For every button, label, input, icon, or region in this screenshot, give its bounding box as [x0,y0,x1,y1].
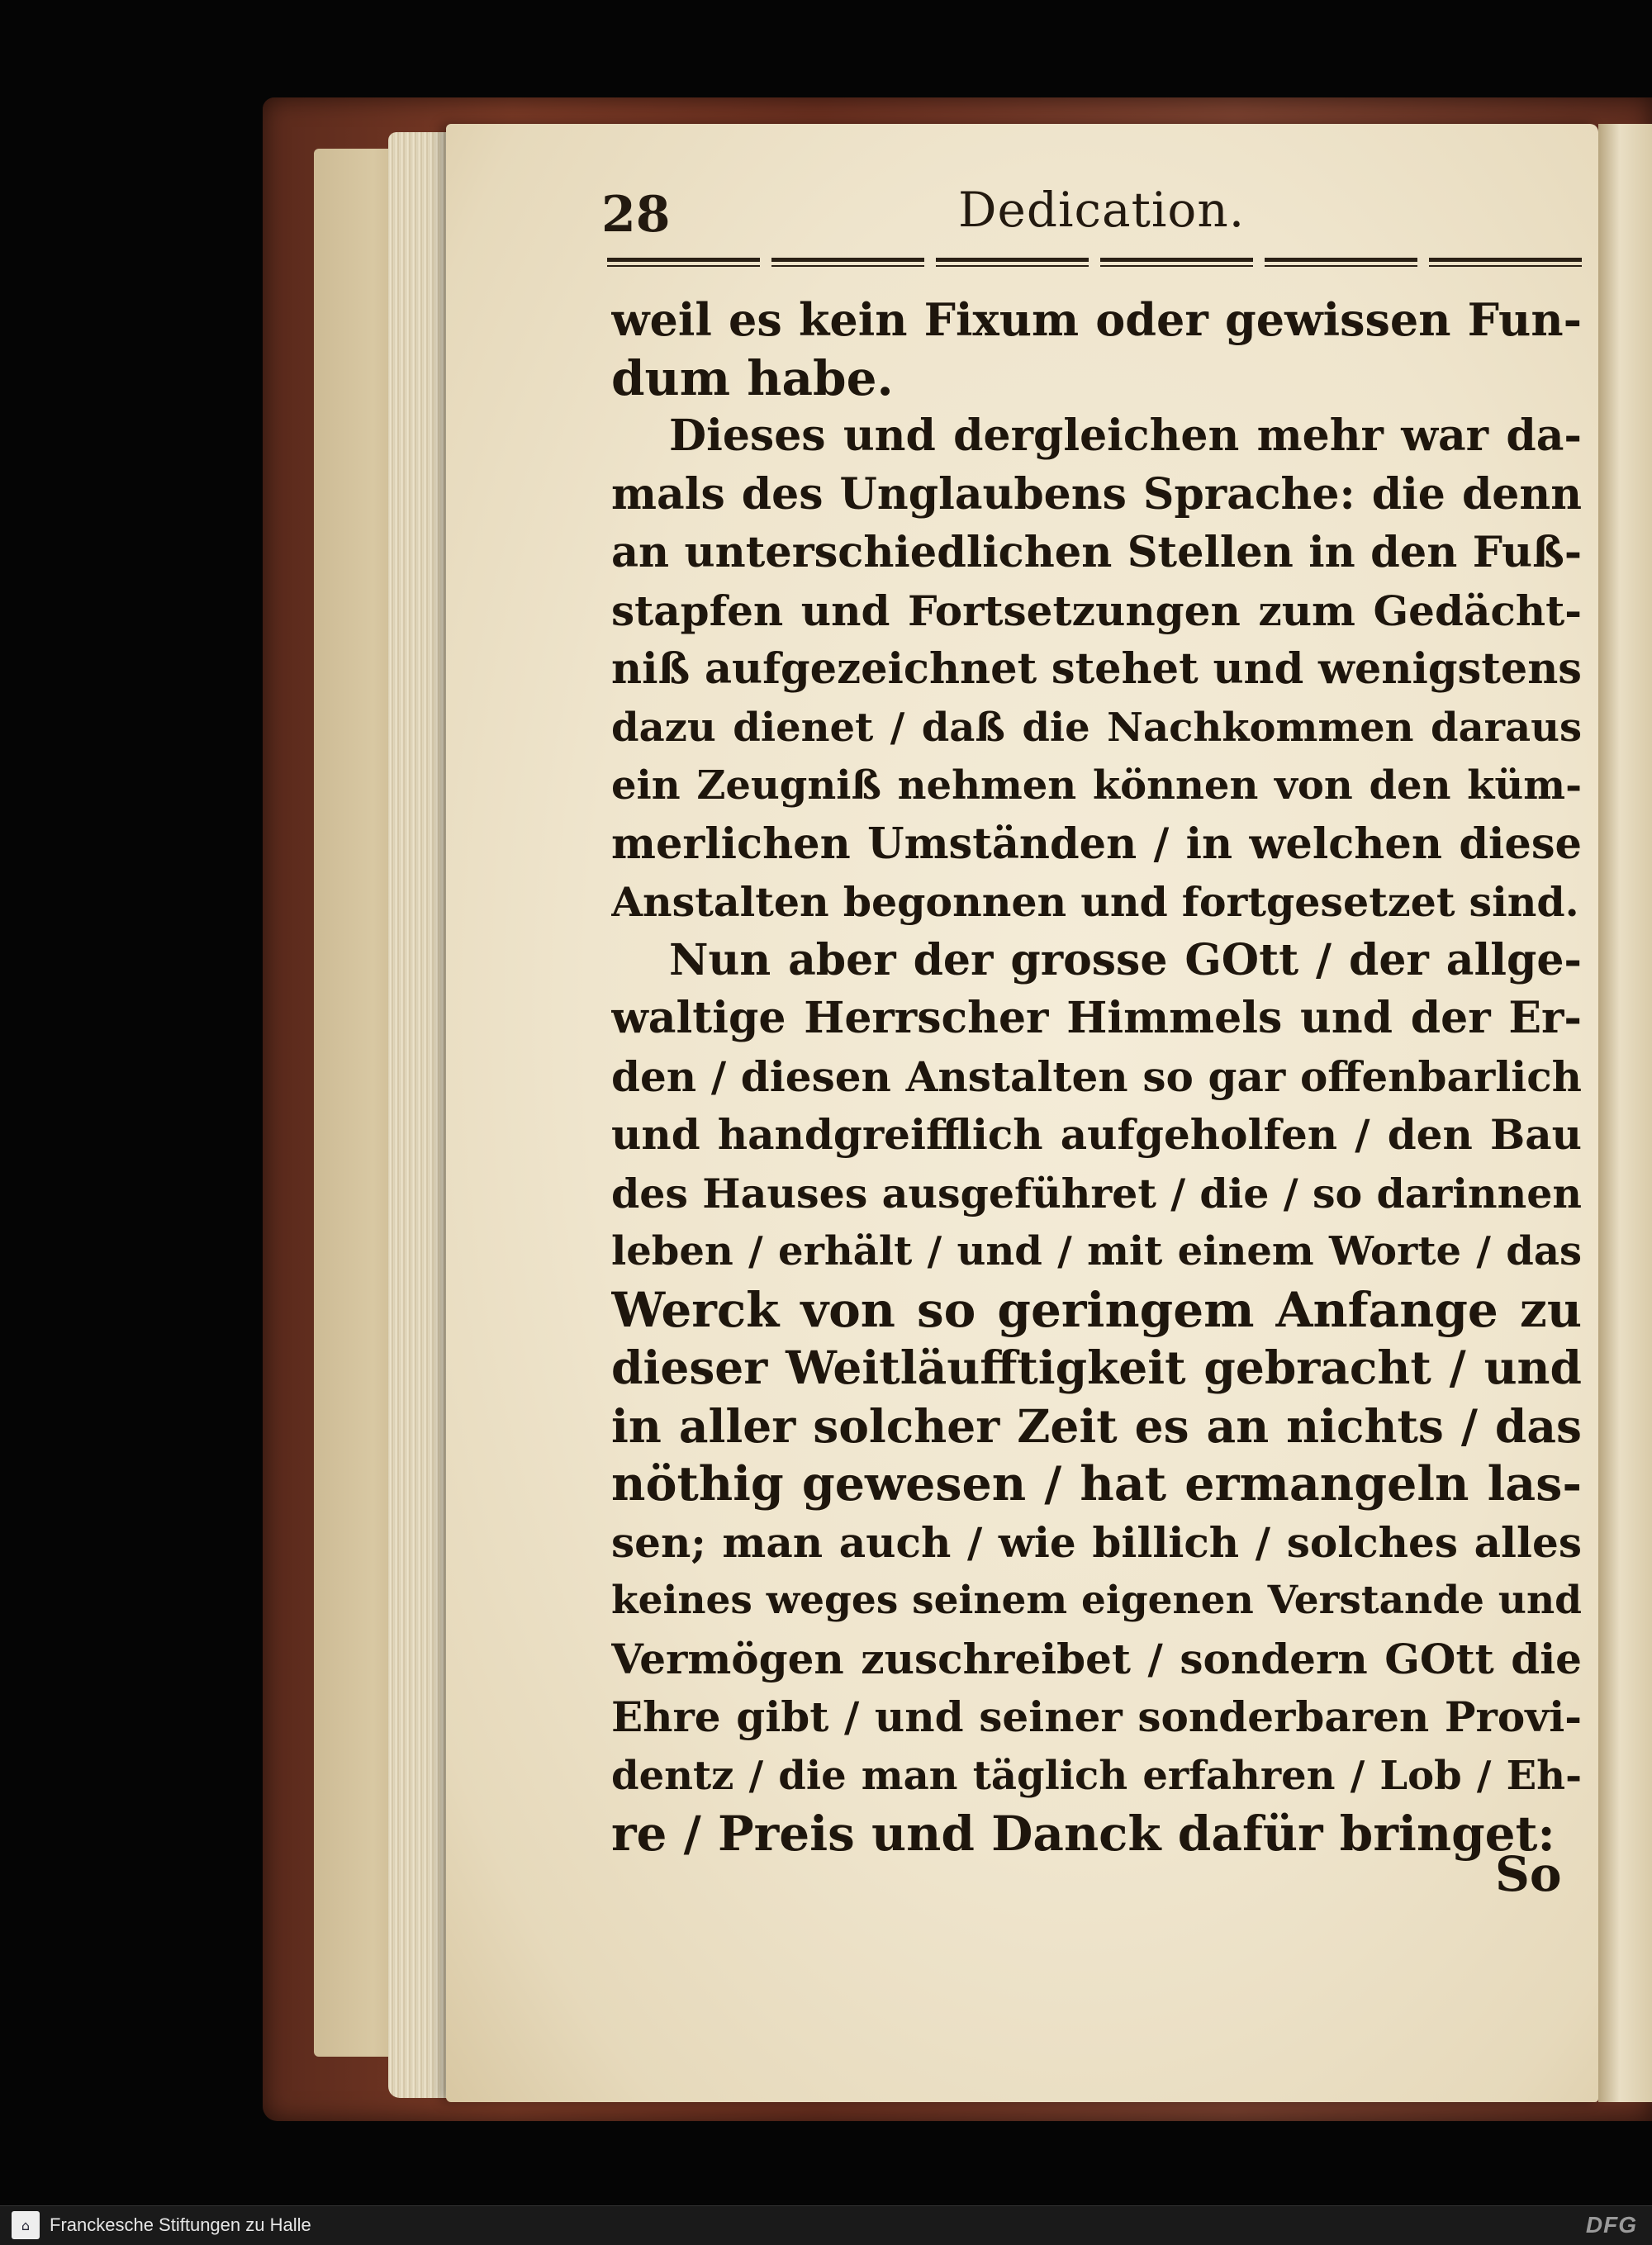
text-line: stapfen und Fortsetzungen zum Gedächt- [611,586,1582,635]
text-line: in aller solcher Zeit es an nichts / das [611,1398,1582,1453]
text-line: dentz / die man täglich erfahren / Lob / Eh- [611,1752,1582,1799]
text-line: weil es kein Fixum oder gewissen Fun- [611,293,1582,346]
text-line: re / Preis und Danck dafür bringet: [611,1806,1555,1862]
institution-logo-icon: ⌂ [12,2211,40,2239]
text-line: waltige Herrscher Himmels und der Er- [611,993,1582,1043]
catchword: So [1495,1846,1562,1902]
facing-page-edge [1598,124,1652,2102]
running-head: Dedication. [958,182,1246,238]
text-line: Werck von so geringem Anfange zu [611,1281,1582,1338]
text-line: nöthig gewesen / hat ermangeln las- [611,1456,1582,1512]
text-line: sen; man auch / wie billich / solches alles [611,1517,1582,1567]
text-line: mals des Unglaubens Sprache: die denn [611,468,1582,520]
text-line: keines weges seinem eigenen Verstande und [611,1578,1582,1623]
text-line: Ehre gibt / und seiner sonderbaren Provi- [611,1692,1582,1741]
text-line: niß aufgezeichnet stehet und wenigstens [611,644,1582,694]
body-text [611,291,1582,1863]
text-line: an unterschiedlichen Stellen in den Fuß- [611,528,1582,577]
text-line: leben / erhält / und / mit einem Worte / das [611,1228,1582,1274]
text-line: dazu dienet / daß die Nachkommen daraus [611,704,1582,751]
text-line: Dieses und dergleichen mehr war da- [669,411,1582,461]
text-line: Anstalten begonnen und fortgesetzet sind. [611,878,1579,926]
text-line: Nun aber der grosse GOtt / der allge- [669,934,1582,985]
text-line: des Hauses ausgeführet / die / so darinnen [611,1169,1582,1217]
text-line: dieser Weitläufftigkeit gebracht / und [611,1341,1582,1394]
viewer-footer [0,2205,1652,2245]
funder-logo: DFG [1585,2212,1637,2238]
text-line: den / diesen Anstalten so gar offenbarlich [611,1051,1582,1101]
text-line: und handgreifflich aufgeholfen / den Bau [611,1110,1582,1159]
page-number: 28 [601,186,671,244]
institution-name: Franckesche Stiftungen zu Halle [50,2214,311,2235]
text-line: dum habe. [611,349,894,406]
text-line: Vermögen zuschreibet / sondern GOtt die [611,1634,1582,1683]
header-rule [607,258,1582,269]
text-line: merlichen Umständen / in welchen diese [611,819,1582,869]
text-line: ein Zeugniß nehmen können von den küm- [611,762,1582,809]
